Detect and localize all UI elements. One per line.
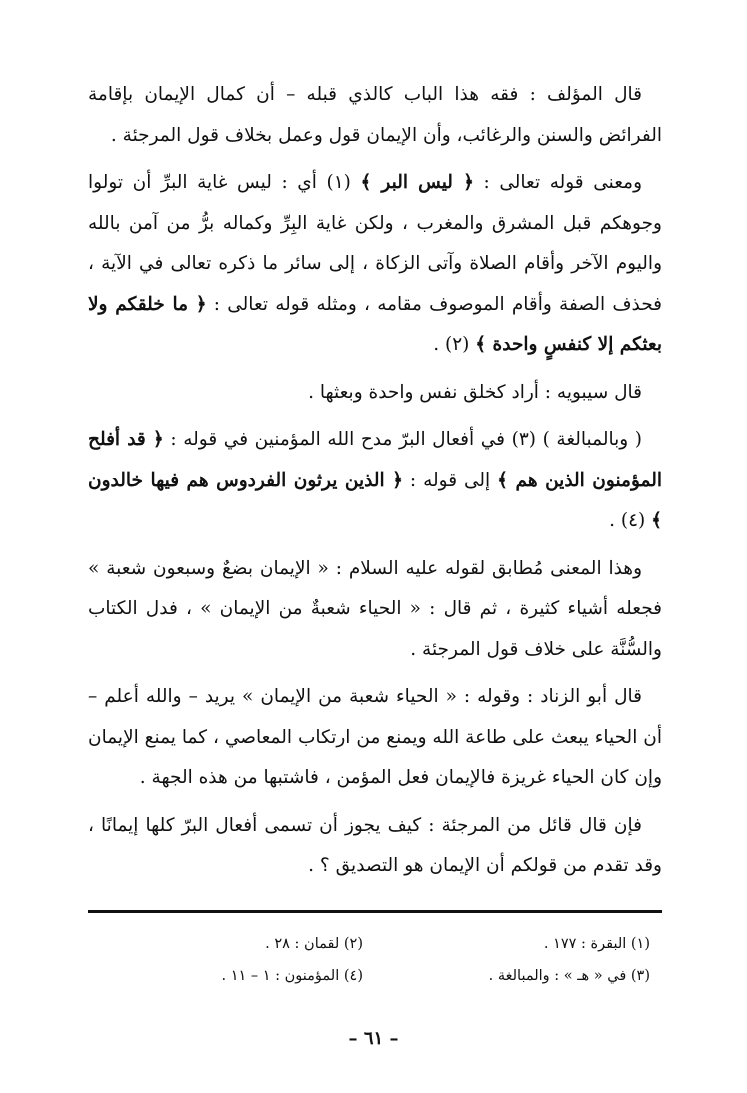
text-segment: قال المؤلف : فقه هذا الباب كالذي قبله – أن كمال الإيمان بإقامة الفرائض والسنن والرغائب، وأن الإيمان قول وعمل بخلاف قول المرجئة . (88, 84, 662, 146)
main-text (88, 75, 662, 887)
footnote-4: (٤) المؤمنون : ١ – ١١ . (221, 968, 363, 984)
quran-quote: ﴿ ما خلقكم ولا بعثكم إلا كنفسٍ واحدة ﴾ (88, 293, 662, 355)
paragraph (88, 677, 662, 799)
text-segment: ( وبالمبالغة ) (٣) في أفعال البرّ مدح الله المؤمنين في قوله : (163, 429, 643, 450)
quran-quote: ﴿ الذين يرثون الفردوس هم فيها خالدون ﴾ (88, 469, 662, 531)
footnote-row (88, 928, 662, 960)
text-segment: قال أبو الزناد : وقوله : « الحياء شعبة من الإيمان » يريد – والله أعلم – أن الحياء يبعث على طاعة الله ويمنع من ارتكاب المعاصي ، كما يمنع الإيمان وإن كان الحياء غريزة فالإيمان فعل المؤمن ، فاشتبها من هذه الجهة . (88, 686, 662, 788)
page-number: – ٦١ – (348, 1028, 399, 1049)
text-segment: (١) أي : ليس غاية البرِّ أن تولوا وجوهكم قبل المشرق والمغرب ، ولكن غاية البِرِّ وكماله برُّ من آمن بالله واليوم الآخر وأقام الصلاة وآتى الزكاة ، إلى سائر ما ذكره تعالى في الآية ، فحذف الصفة وأقام الموصوف مقامه ، ومثله قوله تعالى : (88, 172, 663, 315)
text-segment: ومعنى قوله تعالى : (473, 172, 643, 193)
paragraph (88, 806, 662, 887)
footnote-2: (٢) لقمان : ٢٨ . (265, 936, 363, 952)
text-segment: قال سيبويه : أراد كخلق نفس واحدة وبعثها . (308, 381, 642, 403)
footnote-separator (88, 910, 662, 913)
paragraph (88, 420, 662, 542)
footnote-3: (٣) في « هـ » : والمبالغة . (488, 968, 650, 984)
paragraph (88, 75, 662, 156)
paragraph (88, 373, 662, 414)
footnotes (88, 928, 662, 992)
text-segment: إلى قوله : (402, 469, 498, 491)
text-segment: (٤) . (609, 510, 652, 531)
footnote-row (88, 960, 662, 992)
paragraph (88, 163, 662, 366)
footnote-1: (١) البقرة : ١٧٧ . (543, 936, 650, 952)
paragraph (88, 549, 662, 671)
quran-quote: ﴿ قد أفلح المؤمنون الذين هم ﴾ (88, 429, 662, 491)
quran-quote: ﴿ ليس البر ﴾ (360, 172, 474, 193)
text-segment: (٢) . (433, 334, 476, 355)
text-segment: وهذا المعنى مُطابق لقوله عليه السلام : « الإيمان بضعٌ وسبعون شعبة » فجعله أشياء كثيرة ، ثم قال : « الحياء شعبةٌ من الإيمان » ، فدل الكتاب والسُّنَّة على خلاف قول المرجئة . (88, 557, 662, 660)
text-segment: فإن قال قائل من المرجئة : كيف يجوز أن تسمى أفعال البرّ كلها إيمانًا ، وقد تقدم من قولكم أن الإيمان هو التصديق ؟ . (88, 814, 662, 876)
